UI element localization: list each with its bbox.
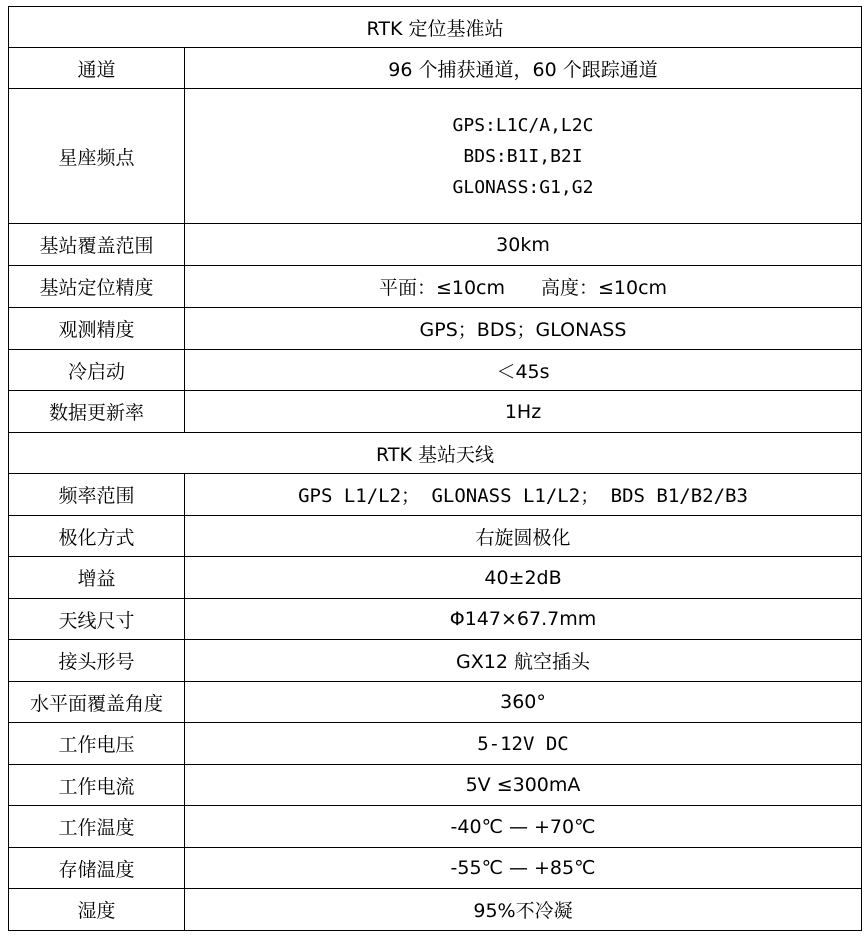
table-row xyxy=(9,474,862,516)
section-header-row xyxy=(9,7,862,48)
row-label: 接头形号 xyxy=(9,640,185,682)
row-value: -40℃ — +70℃ xyxy=(185,806,862,848)
row-value: GPS L1/L2； GLONASS L1/L2； BDS B1/B2/B3 xyxy=(185,474,862,516)
table-row xyxy=(9,640,862,682)
row-value: 40±2dB xyxy=(185,557,862,599)
row-value: 30km xyxy=(185,224,862,266)
table-row xyxy=(9,48,862,89)
row-value: 5V ≤300mA xyxy=(185,765,862,806)
row-value: Φ147×67.7mm xyxy=(185,599,862,640)
row-value: GPS；BDS；GLONASS xyxy=(185,308,862,350)
row-label: 工作温度 xyxy=(9,806,185,848)
table-row xyxy=(9,765,862,806)
row-label: 冷启动 xyxy=(9,350,185,391)
section-header-row xyxy=(9,433,862,474)
row-value: GX12 航空插头 xyxy=(185,640,862,682)
row-label: 极化方式 xyxy=(9,516,185,557)
row-value: ＜45s xyxy=(185,350,862,391)
row-label: 水平面覆盖角度 xyxy=(9,682,185,723)
row-value: 96 个捕获通道，60 个跟踪通道 xyxy=(185,48,862,89)
section-title-antenna: RTK 基站天线 xyxy=(9,433,862,474)
table-row xyxy=(9,806,862,848)
row-label: 湿度 xyxy=(9,889,185,931)
row-value: 1Hz xyxy=(185,391,862,433)
table-row xyxy=(9,89,862,224)
row-label: 工作电压 xyxy=(9,723,185,765)
spec-table xyxy=(8,6,862,931)
table-row xyxy=(9,516,862,557)
table-row xyxy=(9,350,862,391)
section-title-base-station: RTK 定位基准站 xyxy=(9,7,862,48)
row-label: 数据更新率 xyxy=(9,391,185,433)
vertical-accuracy: 高度：≤10cm xyxy=(541,277,668,299)
row-value: 360° xyxy=(185,682,862,723)
horizontal-accuracy: 平面：≤10cm xyxy=(378,277,505,299)
table-row xyxy=(9,599,862,640)
row-value xyxy=(185,266,862,308)
row-label: 观测精度 xyxy=(9,308,185,350)
table-row xyxy=(9,889,862,931)
row-value-multiline xyxy=(185,89,862,224)
row-label: 天线尺寸 xyxy=(9,599,185,640)
table-row xyxy=(9,224,862,266)
table-row xyxy=(9,723,862,765)
row-label: 频率范围 xyxy=(9,474,185,516)
row-label: 存储温度 xyxy=(9,848,185,889)
table-row xyxy=(9,308,862,350)
row-label: 增益 xyxy=(9,557,185,599)
row-value: 5-12V DC xyxy=(185,723,862,765)
constellation-line: GPS:L1C/A,L2C xyxy=(452,114,594,136)
row-label: 基站覆盖范围 xyxy=(9,224,185,266)
constellation-line: GLONASS:G1,G2 xyxy=(452,176,594,198)
table-row xyxy=(9,682,862,723)
table-row xyxy=(9,557,862,599)
row-value: -55℃ — +85℃ xyxy=(185,848,862,889)
row-label: 工作电流 xyxy=(9,765,185,806)
constellation-line: BDS:B1I,B2I xyxy=(463,145,583,167)
table-row xyxy=(9,266,862,308)
row-value: 95%不冷凝 xyxy=(185,889,862,931)
table-row xyxy=(9,848,862,889)
row-value: 右旋圆极化 xyxy=(185,516,862,557)
row-label: 通道 xyxy=(9,48,185,89)
row-label: 基站定位精度 xyxy=(9,266,185,308)
table-row xyxy=(9,391,862,433)
row-label: 星座频点 xyxy=(9,89,185,224)
